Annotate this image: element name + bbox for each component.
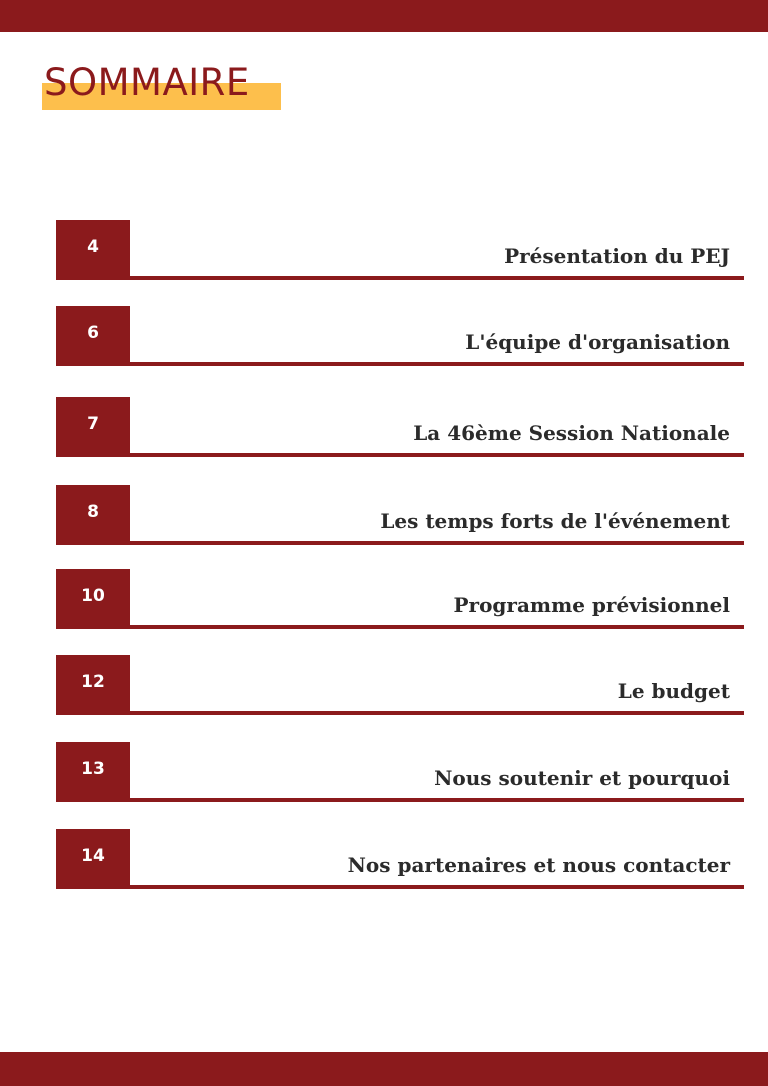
page-number: 7 bbox=[87, 414, 99, 434]
page-number: 8 bbox=[87, 502, 99, 522]
toc-entry-budget[interactable] bbox=[56, 655, 744, 715]
page-number: 14 bbox=[81, 846, 105, 866]
toc-entry-equipe[interactable] bbox=[56, 306, 744, 366]
page-number: 4 bbox=[87, 237, 99, 257]
page-number: 6 bbox=[87, 323, 99, 343]
entry-underline bbox=[56, 885, 744, 889]
entry-underline bbox=[56, 711, 744, 715]
toc-entry-label: Nos partenaires et nous contacter bbox=[347, 853, 730, 877]
toc-entry-programme[interactable] bbox=[56, 569, 744, 629]
toc-entry-presentation[interactable] bbox=[56, 220, 744, 280]
entry-underline bbox=[56, 362, 744, 366]
toc-entry-label: Programme prévisionnel bbox=[453, 593, 730, 617]
toc-entry-partenaires[interactable] bbox=[56, 829, 744, 889]
bottom-banner bbox=[0, 1052, 768, 1086]
entry-underline bbox=[56, 541, 744, 545]
toc-entry-label: L'équipe d'organisation bbox=[465, 330, 730, 354]
toc-entry-label: Les temps forts de l'événement bbox=[380, 509, 730, 533]
toc-entry-label: La 46ème Session Nationale bbox=[413, 421, 730, 445]
page-number: 13 bbox=[81, 759, 105, 779]
page-number: 12 bbox=[81, 672, 105, 692]
page-number: 10 bbox=[81, 586, 105, 606]
entry-underline bbox=[56, 276, 744, 280]
page-title: SOMMAIRE bbox=[44, 61, 250, 104]
entry-underline bbox=[56, 453, 744, 457]
entry-underline bbox=[56, 798, 744, 802]
toc-entry-label: Nous soutenir et pourquoi bbox=[434, 766, 730, 790]
toc-entry-label: Présentation du PEJ bbox=[504, 244, 730, 268]
toc-entry-soutenir[interactable] bbox=[56, 742, 744, 802]
toc-entry-session[interactable] bbox=[56, 397, 744, 457]
toc-entry-temps-forts[interactable] bbox=[56, 485, 744, 545]
toc-entry-label: Le budget bbox=[617, 679, 730, 703]
entry-underline bbox=[56, 625, 744, 629]
